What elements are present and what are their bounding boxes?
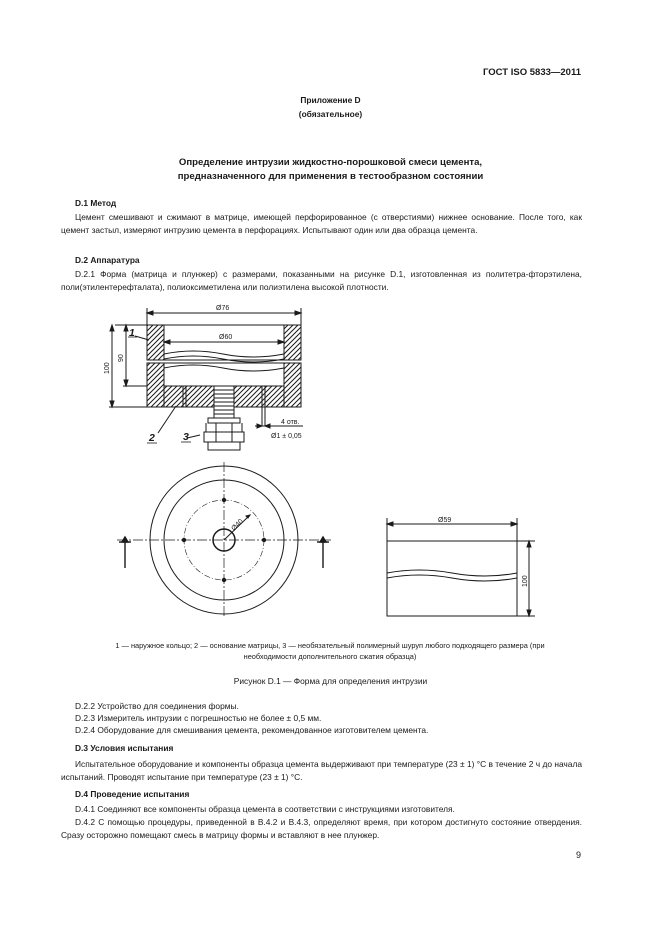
doc-title-line1: Определение интрузии жидкостно-порошковой смеси цемента, (178, 157, 483, 168)
figure-legend-line2: необходимости дополнительного сжатия образца) (243, 652, 417, 661)
annex-status: (обязательное) (298, 109, 363, 119)
section-d2-heading: D.2 Аппаратура (75, 255, 140, 265)
dim-plunger-height: 100 (522, 575, 529, 587)
dim-outer-diameter: Ø76 (216, 305, 230, 312)
section-d4-p2: D.4.2 С помощью процедуры, приведенной в В.4.2 и В.4.3, определяют время, при котором достигнуто состояние отвердения. Сразу осторожно помещают смесь в матрицу формы и вставляют в нее плунжер. (61, 817, 582, 840)
section-d2-p4: D.2.4 Оборудование для смешивания цемента, рекомендованное изготовителем цемента. (75, 725, 429, 735)
dim-pitch-circle: Ø40 (230, 518, 245, 533)
section-d1-text: Цемент смешивают и сжимают в матрице, имеющей перфорированное (с отверстиями) нижнее основание. После того, как цемент застыл, измеряют интрузию цемента в перфорациях. Испытывают один или два образца цемента. (61, 212, 582, 235)
annex-title: Приложение D (300, 95, 361, 105)
dim-holes-count: 4 отв. (281, 419, 300, 426)
plan-view (117, 462, 331, 618)
section-view (109, 308, 303, 450)
outer-ring-right-wall (284, 325, 301, 360)
outer-ring-left-wall (147, 325, 164, 360)
section-d2-p2: D.2.2 Устройство для соединения формы. (75, 701, 239, 711)
dim-hole-diameter: Ø1 ± 0,05 (271, 433, 302, 440)
section-d2-p3: D.2.3 Измеритель интрузии с погрешностью не более ± 0,5 мм. (75, 713, 322, 723)
section-d3-text: Испытательное оборудование и компоненты образца цемента выдерживают при температуре (23 ± 1) °С в течение 2 ч до начала испытаний. Проводят испытание при температуре (23 ± 1) °С. (61, 759, 582, 782)
dim-height-100: 100 (104, 362, 111, 374)
doc-title-line2: предназначенного для применения в тестообразном состоянии (177, 171, 484, 182)
figure-caption: Рисунок D.1 — Форма для определения интрузии (233, 676, 428, 686)
plunger-view (387, 518, 535, 616)
label-2: 2 (149, 432, 155, 444)
label-1: 1 (129, 327, 135, 339)
standard-number: ГОСТ ISO 5833—2011 (483, 67, 581, 78)
dim-inner-diameter: Ø60 (219, 334, 233, 341)
dim-plunger-diameter: Ø59 (438, 517, 452, 524)
section-d1-heading: D.1 Метод (75, 198, 117, 208)
section-d2-p1: D.2.1 Форма (матрица и плунжер) с размерами, показанными на рисунке D.1, изготовленная из политетра-фторэтилена, поли(этилентерефталата), полиоксиметилена или полиэтилена высокой плотности. (61, 269, 582, 292)
page-number: 9 (575, 850, 581, 860)
section-d4-p1: D.4.1 Соединяют все компоненты образца цемента в соответствии с инструкциями изготовителя. (75, 804, 455, 814)
figure-legend-line1: 1 — наружное кольцо; 2 — основание матрицы, 3 — необязательный полимерный шуруп любого подходящего размера (при (115, 641, 545, 650)
figure-d1-drawing (95, 298, 535, 644)
dim-height-90: 90 (118, 354, 125, 362)
section-d3-heading: D.3 Условия испытания (75, 743, 174, 753)
section-d4-heading: D.4 Проведение испытания (75, 789, 190, 799)
label-3: 3 (183, 431, 189, 443)
